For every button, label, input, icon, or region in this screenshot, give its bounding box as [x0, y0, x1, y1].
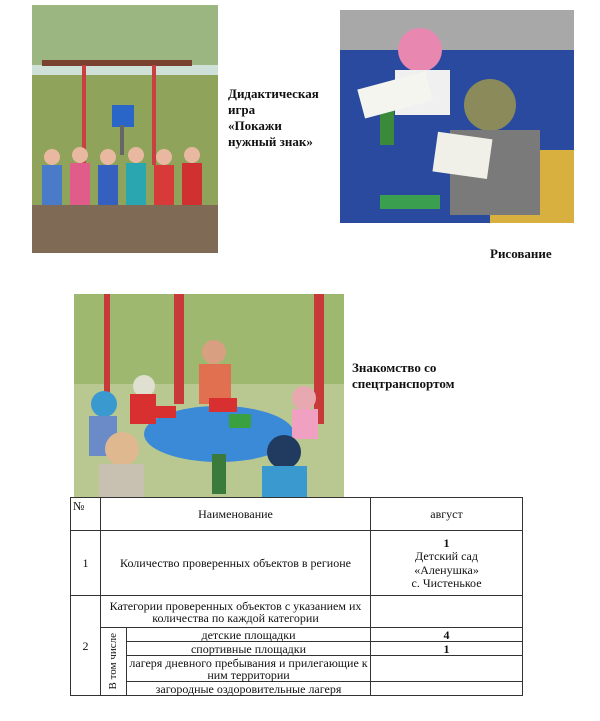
sub3-value	[371, 656, 523, 682]
sub4-value	[371, 682, 523, 696]
row2-name: Категории проверенных объектов с указанием их количества по каждой категории	[101, 596, 371, 628]
row1-num: 1	[71, 531, 101, 596]
table-row-2	[71, 596, 523, 628]
sub2-name: спортивные площадки	[127, 642, 371, 656]
row2-value	[371, 596, 523, 628]
row1-value-name: Детский сад «Аленушка»	[414, 549, 479, 577]
row1-value-count: 1	[443, 536, 450, 550]
caption-special-transport: Знакомство со спецтранспортом	[352, 360, 455, 391]
row2-num: 2	[71, 596, 101, 696]
row1-value-place: с. Чистенькое	[411, 576, 482, 590]
caption-didactic-game: Дидактическая игра «Покажи нужный знак»	[228, 86, 319, 149]
sub3-name: лагеря дневного пребывания и прилегающие к ним территории	[127, 656, 371, 682]
table-header-row	[71, 498, 523, 531]
inspection-table	[70, 497, 523, 696]
caption-drawing: Рисование	[490, 246, 552, 261]
table-row-2-sub-1	[71, 628, 523, 642]
table-row-2-sub-2	[71, 642, 523, 656]
header-num: №	[71, 498, 101, 531]
sub4-name: загородные оздоровительные лагеря	[127, 682, 371, 696]
including-label: В том числе	[107, 633, 119, 690]
photo-didactic-game	[32, 5, 218, 253]
including-label-cell	[101, 628, 127, 696]
sub1-name: детские площадки	[127, 628, 371, 642]
photo-special-transport	[74, 294, 344, 497]
sub1-value: 4	[371, 628, 523, 642]
header-name: Наименование	[101, 498, 371, 531]
row1-name: Количество проверенных объектов в регионе	[101, 531, 371, 596]
table-row-2-sub-4	[71, 682, 523, 696]
row1-value	[371, 531, 523, 596]
table-row-1	[71, 531, 523, 596]
sub2-value: 1	[371, 642, 523, 656]
photo-drawing	[340, 10, 574, 223]
table-row-2-sub-3	[71, 656, 523, 682]
header-month: август	[371, 498, 523, 531]
